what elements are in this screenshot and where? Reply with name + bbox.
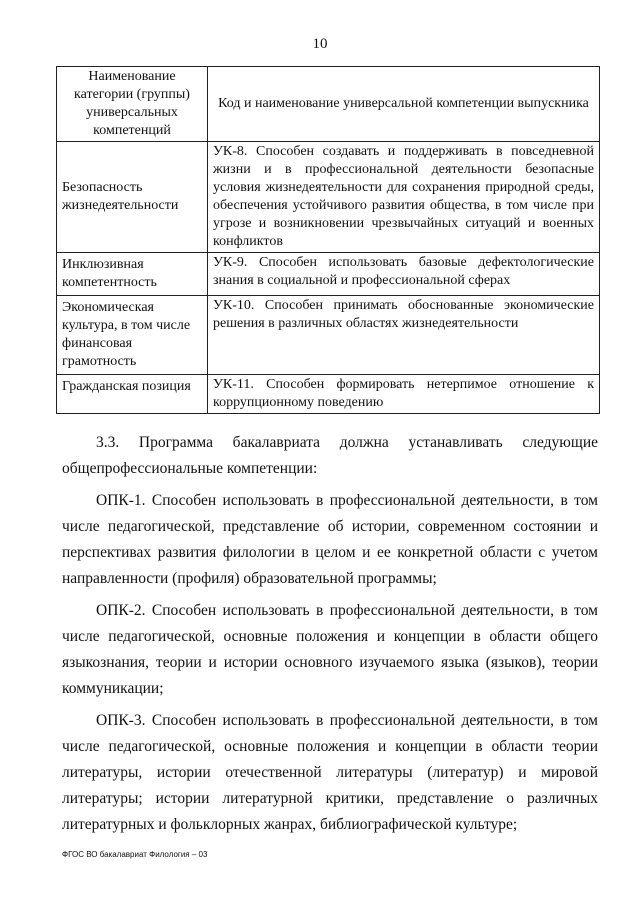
body-text bbox=[62, 430, 598, 844]
table-row bbox=[57, 296, 600, 375]
paragraph: 3.3. Программа бакалавриата должна устанавливать следующие общепрофессиональные компетенции: bbox=[62, 434, 598, 477]
row-competence: УК-8. Способен создавать и поддерживать в повседневной жизни и в профессиональной деятельности безопасные условия жизнедеятельности для сохранения природной среды, обеспечения устойчивого развития общества, в том числе при угрозе и возникновении чрезвычайных ситуаций и военных конфликтов bbox=[208, 142, 600, 253]
table-row bbox=[57, 375, 600, 414]
table-row bbox=[57, 142, 600, 253]
paragraph: ОПК-2. Способен использовать в профессиональной деятельности, в том числе педагогической, основные положения и концепции в области общего языкознания, теории и истории основного изучаемого языка (языков), теории коммуникации; bbox=[62, 602, 598, 697]
row-competence: УК-10. Способен принимать обоснованные экономические решения в различных областях жизнедеятельности bbox=[208, 296, 600, 375]
header-code: Код и наименование универсальной компетенции выпускника bbox=[208, 67, 600, 142]
competencies-table bbox=[56, 66, 600, 414]
row-competence: УК-9. Способен использовать базовые дефектологические знания в социальной и профессиональной сферах bbox=[208, 253, 600, 296]
table-row bbox=[57, 253, 600, 296]
table-header-row bbox=[57, 67, 600, 142]
header-category: Наименование категории (группы) универсальных компетенций bbox=[57, 67, 208, 142]
page-number: 10 bbox=[312, 36, 328, 52]
row-category: Безопасность жизнедеятельности bbox=[57, 142, 208, 253]
footer: ФГОС ВО бакалавриат Филология – 03 bbox=[62, 850, 208, 859]
paragraph: ОПК-1. Способен использовать в профессиональной деятельности, в том числе педагогической, представление об истории, современном состоянии и перспективах развития филологии в целом и ее конкретной области с учетом направленности (профиля) образовательной программы; bbox=[62, 492, 598, 587]
row-category: Гражданская позиция bbox=[57, 375, 208, 414]
paragraph: ОПК-3. Способен использовать в профессиональной деятельности, в том числе педагогической, основные положения и концепции в области теории литературы, истории отечественной литературы (литератур) и мировой литературы; истории литературной критики, представление о различных литературных и фольклорных жанрах, библиографической культуре; bbox=[62, 712, 598, 833]
row-category: Инклюзивная компетентность bbox=[57, 253, 208, 296]
row-category: Экономическая культура, в том числе финансовая грамотность bbox=[57, 296, 208, 375]
row-competence: УК-11. Способен формировать нетерпимое отношение к коррупционному поведению bbox=[208, 375, 600, 414]
